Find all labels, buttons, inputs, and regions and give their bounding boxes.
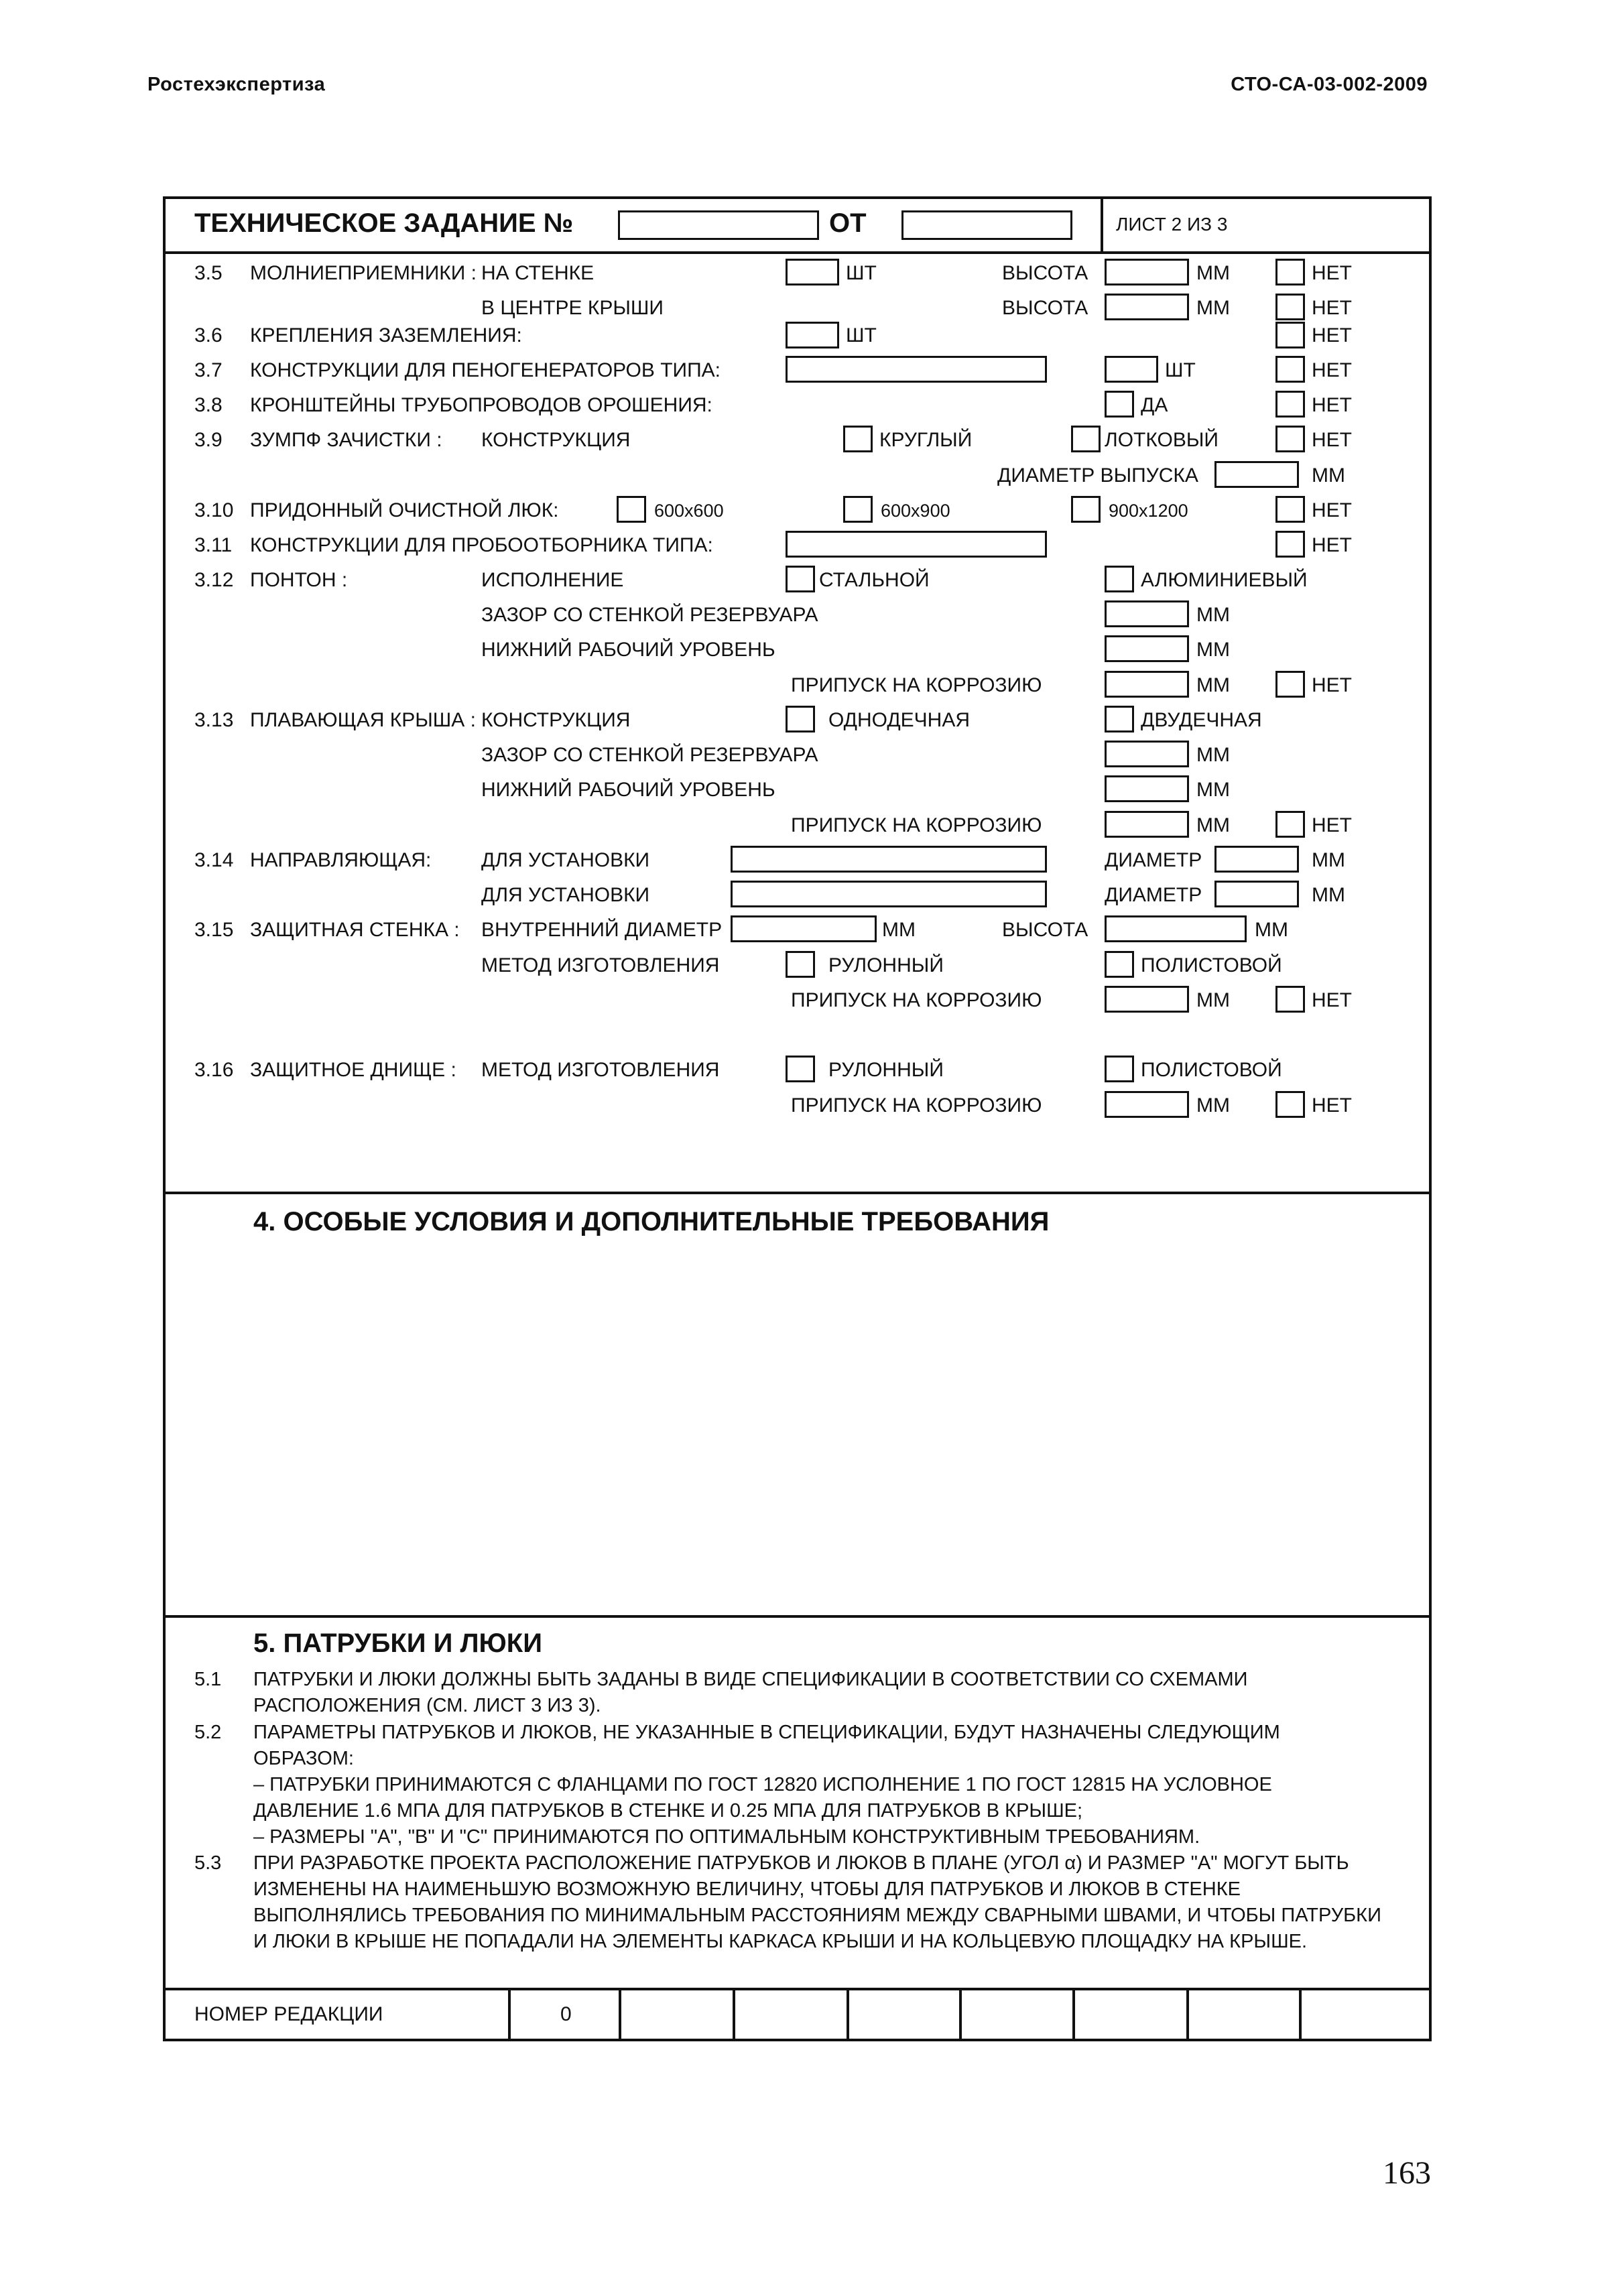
row-3-13-sub-level: НИЖНИЙ РАБОЧИЙ УРОВЕНЬ: [481, 779, 775, 801]
foam-generator-count-field[interactable]: [1105, 356, 1158, 383]
guide-diameter-1-field[interactable]: [1214, 846, 1299, 873]
row-3-5-unit: ШТ: [846, 262, 877, 284]
pontoon-level-field[interactable]: [1105, 635, 1189, 662]
bottom-sheet-checkbox[interactable]: [1105, 1056, 1134, 1082]
row-3-16-opt-rolled: РУЛОННЫЙ: [828, 1059, 944, 1081]
revision-cell-divider-6: [1072, 1988, 1075, 2041]
revision-cell-divider-7: [1186, 1988, 1189, 2041]
row-3-13-mm: ММ: [1196, 744, 1230, 766]
revision-cell-divider-2: [619, 1988, 621, 2041]
bottom-corrosion-no-checkbox[interactable]: [1275, 1091, 1305, 1118]
row-3-5-label: МОЛНИЕПРИЕМНИКИ :: [250, 262, 477, 284]
row-3-10-label: ПРИДОННЫЙ ОЧИСТНОЙ ЛЮК:: [250, 499, 559, 521]
row-3-7-number: 3.7: [194, 359, 223, 381]
row-3-15-sub-method: МЕТОД ИЗГОТОВЛЕНИЯ: [481, 954, 720, 976]
item-5-3-line-3: ВЫПОЛНЯЛИСЬ ТРЕБОВАНИЯ ПО МИНИМАЛЬНЫМ РАССТОЯНИЯМ МЕЖДУ СВАРНЫМИ ШВАМИ, И ЧТОБЫ ПАТРУБКИ: [253, 1905, 1381, 1926]
section-5-divider: [163, 1615, 1432, 1618]
guide-install-2-field[interactable]: [731, 881, 1047, 907]
row-3-9-diameter-label: ДИАМЕТР ВЫПУСКА: [997, 464, 1198, 487]
pontoon-corrosion-field[interactable]: [1105, 671, 1189, 698]
row-3-14-mm: ММ: [1312, 849, 1345, 871]
row-3-11-number: 3.11: [194, 534, 233, 556]
grounding-no-checkbox[interactable]: [1275, 322, 1305, 348]
row-3-16-sub-corrosion: ПРИПУСК НА КОРРОЗИЮ: [791, 1094, 1042, 1117]
lightning-wall-no-checkbox[interactable]: [1275, 259, 1305, 285]
roof-double-deck-checkbox[interactable]: [1105, 706, 1134, 732]
row-3-16-mm: ММ: [1196, 1094, 1230, 1117]
revision-value: 0: [560, 2003, 572, 2025]
item-5-2-line-2: ОБРАЗОМ:: [253, 1748, 354, 1769]
row-3-13-opt-double: ДВУДЕЧНАЯ: [1141, 709, 1262, 731]
row-3-16-sub-method: МЕТОД ИЗГОТОВЛЕНИЯ: [481, 1059, 720, 1081]
sump-no-checkbox[interactable]: [1275, 426, 1305, 452]
row-3-9-mm: ММ: [1312, 464, 1345, 487]
row-3-13-sub-corrosion: ПРИПУСК НА КОРРОЗИЮ: [791, 814, 1042, 836]
row-3-5-height-label: ВЫСОТА: [1002, 262, 1088, 284]
row-3-12-opt-steel: СТАЛЬНОЙ: [819, 569, 930, 591]
hatch-900x1200-checkbox[interactable]: [1071, 496, 1101, 523]
row-3-16-number: 3.16: [194, 1059, 234, 1081]
row-3-15-no: НЕТ: [1312, 989, 1352, 1011]
row-3-12-sub-design: ИСПОЛНЕНИЕ: [481, 569, 624, 591]
row-3-15-number: 3.15: [194, 919, 234, 941]
pontoon-corrosion-no-checkbox[interactable]: [1275, 671, 1305, 698]
row-3-9-no: НЕТ: [1312, 429, 1352, 451]
row-3-13-no: НЕТ: [1312, 814, 1352, 836]
lightning-roof-no-checkbox[interactable]: [1275, 294, 1305, 320]
row-3-5-height-label-2: ВЫСОТА: [1002, 297, 1088, 319]
section-5-title: 5. ПАТРУБКИ И ЛЮКИ: [253, 1629, 542, 1658]
section-4-title: 4. ОСОБЫЕ УСЛОВИЯ И ДОПОЛНИТЕЛЬНЫЕ ТРЕБОВАНИЯ: [253, 1207, 1050, 1236]
roof-corrosion-no-checkbox[interactable]: [1275, 811, 1305, 838]
revision-label: НОМЕР РЕДАКЦИИ: [194, 2003, 383, 2025]
item-5-3-number: 5.3: [194, 1852, 222, 1874]
row-3-13-sub-gap: ЗАЗОР СО СТЕНКОЙ РЕЗЕРВУАРА: [481, 744, 818, 766]
row-3-11-no: НЕТ: [1312, 534, 1352, 556]
bottom-corrosion-field[interactable]: [1105, 1091, 1189, 1118]
revision-cell-divider-1: [508, 1988, 511, 2041]
item-5-1-number: 5.1: [194, 1669, 222, 1690]
row-3-14-number: 3.14: [194, 849, 234, 871]
row-3-15-mm: ММ: [882, 919, 916, 941]
row-3-9-opt-tray: ЛОТКОВЫЙ: [1105, 429, 1219, 451]
item-5-3-line-4: И ЛЮКИ В КРЫШЕ НЕ ПОПАДАЛИ НА ЭЛЕМЕНТЫ КАРКАСА КРЫШИ И НА КОЛЬЦЕВУЮ ПЛОЩАДКУ НА КРЫШЕ.: [253, 1931, 1308, 1952]
section-4-divider: [163, 1192, 1432, 1194]
row-3-16-no: НЕТ: [1312, 1094, 1352, 1117]
row-3-5-mm-2: ММ: [1196, 297, 1230, 319]
row-3-14-diameter-2: ДИАМЕТР: [1105, 884, 1202, 906]
row-3-12-no: НЕТ: [1312, 674, 1352, 696]
pontoon-aluminium-checkbox[interactable]: [1105, 566, 1134, 592]
row-3-9-opt-round: КРУГЛЫЙ: [879, 429, 973, 451]
sampler-type-field[interactable]: [786, 531, 1047, 558]
wall-sheet-checkbox[interactable]: [1105, 951, 1134, 978]
row-3-12-mm-2: ММ: [1196, 639, 1230, 661]
row-3-13-mm-2: ММ: [1196, 779, 1230, 801]
row-3-12-number: 3.12: [194, 569, 234, 591]
row-3-5-no-2: НЕТ: [1312, 297, 1352, 319]
form-title: ТЕХНИЧЕСКОЕ ЗАДАНИЕ №: [194, 208, 574, 238]
row-3-5-mm: ММ: [1196, 262, 1230, 284]
wall-corrosion-no-checkbox[interactable]: [1275, 986, 1305, 1013]
row-3-12-opt-aluminium: АЛЮМИНИЕВЫЙ: [1141, 569, 1308, 591]
wall-diameter-field[interactable]: [731, 915, 877, 942]
pontoon-steel-checkbox[interactable]: [786, 566, 815, 592]
item-5-2-line-1: ПАРАМЕТРЫ ПАТРУБКОВ И ЛЮКОВ, НЕ УКАЗАННЫЕ В СПЕЦИФИКАЦИИ, БУДУТ НАЗНАЧЕНЫ СЛЕДУЮЩИМ: [253, 1722, 1280, 1743]
form-date-field[interactable]: [901, 210, 1072, 240]
row-3-9-label: ЗУМПФ ЗАЧИСТКИ :: [250, 429, 442, 451]
row-3-7-no: НЕТ: [1312, 359, 1352, 381]
row-3-13-label: ПЛАВАЮЩАЯ КРЫША :: [250, 709, 476, 731]
grounding-count-field[interactable]: [786, 322, 839, 348]
sump-outlet-diameter-field[interactable]: [1214, 461, 1299, 488]
sump-round-checkbox[interactable]: [843, 426, 873, 452]
row-3-13-opt-single: ОДНОДЕЧНАЯ: [828, 709, 970, 731]
sump-tray-checkbox[interactable]: [1071, 426, 1101, 452]
roof-level-field[interactable]: [1105, 775, 1189, 802]
revision-cell-divider-5: [959, 1988, 962, 2041]
row-3-9-number: 3.9: [194, 429, 223, 451]
row-3-10-opt-600x600: 600x600: [654, 501, 724, 521]
row-3-6-label: КРЕПЛЕНИЯ ЗАЗЕМЛЕНИЯ:: [250, 324, 522, 346]
item-5-1-line-2: РАСПОЛОЖЕНИЯ (СМ. ЛИСТ 3 ИЗ 3).: [253, 1695, 601, 1716]
row-3-12-sub-gap: ЗАЗОР СО СТЕНКОЙ РЕЗЕРВУАРА: [481, 604, 818, 626]
row-3-5-sub-roof: В ЦЕНТРЕ КРЫШИ: [481, 297, 664, 319]
row-3-12-label: ПОНТОН :: [250, 569, 348, 591]
document-code: СТО-СА-03-002-2009: [1231, 74, 1428, 95]
revision-cell-divider-4: [847, 1988, 849, 2041]
item-5-3-line-1: ПРИ РАЗРАБОТКЕ ПРОЕКТА РАСПОЛОЖЕНИЕ ПАТРУБКОВ И ЛЮКОВ В ПЛАНЕ (УГОЛ α) И РАЗМЕР "А" МОГУТ БЫТЬ: [253, 1852, 1349, 1874]
lightning-wall-height-field[interactable]: [1105, 259, 1189, 285]
item-5-2-number: 5.2: [194, 1722, 222, 1743]
roof-single-deck-checkbox[interactable]: [786, 706, 815, 732]
row-3-12-mm-3: ММ: [1196, 674, 1230, 696]
row-3-14-diameter-1: ДИАМЕТР: [1105, 849, 1202, 871]
hatch-600x900-checkbox[interactable]: [843, 496, 873, 523]
row-3-5-sub-wall: НА СТЕНКЕ: [481, 262, 595, 284]
wall-height-field[interactable]: [1105, 915, 1247, 942]
row-3-15-sub-corrosion: ПРИПУСК НА КОРРОЗИЮ: [791, 989, 1042, 1011]
lightning-count-field[interactable]: [786, 259, 839, 285]
row-3-11-label: КОНСТРУКЦИИ ДЛЯ ПРОБООТБОРНИКА ТИПА:: [250, 534, 713, 556]
row-3-16-label: ЗАЩИТНОЕ ДНИЩЕ :: [250, 1059, 456, 1081]
item-5-2-line-4: ДАВЛЕНИЕ 1.6 МПА ДЛЯ ПАТРУБКОВ В СТЕНКЕ И 0.25 МПА ДЛЯ ПАТРУБКОВ В КРЫШЕ;: [253, 1800, 1083, 1822]
roof-gap-field[interactable]: [1105, 741, 1189, 767]
bottom-rolled-checkbox[interactable]: [786, 1056, 815, 1082]
row-3-12-sub-corrosion: ПРИПУСК НА КОРРОЗИЮ: [791, 674, 1042, 696]
row-3-14-sub-install-1: ДЛЯ УСТАНОВКИ: [481, 849, 650, 871]
row-3-12-mm: ММ: [1196, 604, 1230, 626]
hatch-no-checkbox[interactable]: [1275, 496, 1305, 523]
row-3-6-no: НЕТ: [1312, 324, 1352, 346]
brackets-yes-checkbox[interactable]: [1105, 391, 1134, 418]
row-3-7-label: КОНСТРУКЦИИ ДЛЯ ПЕНОГЕНЕРАТОРОВ ТИПА:: [250, 359, 721, 381]
row-3-10-opt-900x1200: 900x1200: [1109, 501, 1188, 521]
form-number-field[interactable]: [618, 210, 819, 240]
wall-rolled-checkbox[interactable]: [786, 951, 815, 978]
row-3-15-mm-3: ММ: [1196, 989, 1230, 1011]
row-3-7-unit: ШТ: [1165, 359, 1196, 381]
row-3-10-opt-600x900: 600x900: [881, 501, 950, 521]
row-3-9-sub: КОНСТРУКЦИЯ: [481, 429, 631, 451]
row-3-15-label: ЗАЩИТНАЯ СТЕНКА :: [250, 919, 460, 941]
row-3-15-height-label: ВЫСОТА: [1002, 919, 1088, 941]
lightning-roof-height-field[interactable]: [1105, 294, 1189, 320]
roof-corrosion-field[interactable]: [1105, 811, 1189, 838]
item-5-2-line-3: – ПАТРУБКИ ПРИНИМАЮТСЯ С ФЛАНЦАМИ ПО ГОСТ 12820 ИСПОЛНЕНИЕ 1 ПО ГОСТ 12815 НА УСЛОВНОЕ: [253, 1774, 1272, 1795]
row-3-5-number: 3.5: [194, 262, 223, 284]
row-3-10-number: 3.10: [194, 499, 234, 521]
wall-corrosion-field[interactable]: [1105, 986, 1189, 1013]
sheet-label: ЛИСТ 2 ИЗ 3: [1116, 214, 1228, 235]
row-3-13-number: 3.13: [194, 709, 234, 731]
row-3-14-mm-2: ММ: [1312, 884, 1345, 906]
page-number: 163: [1383, 2155, 1431, 2191]
organization-name: Ростехэкспертиза: [147, 74, 326, 95]
row-3-15-opt-rolled: РУЛОННЫЙ: [828, 954, 944, 976]
row-3-15-mm-2: ММ: [1255, 919, 1288, 941]
row-3-8-label: КРОНШТЕЙНЫ ТРУБОПРОВОДОВ ОРОШЕНИЯ:: [250, 394, 712, 416]
row-3-8-no: НЕТ: [1312, 394, 1352, 416]
revision-row-divider: [163, 1988, 1432, 1990]
item-5-2-line-5: – РАЗМЕРЫ "А", "В" И "С" ПРИНИМАЮТСЯ ПО ОПТИМАЛЬНЫМ КОНСТРУКТИВНЫМ ТРЕБОВАНИЯМ.: [253, 1826, 1200, 1848]
foam-generator-no-checkbox[interactable]: [1275, 356, 1305, 383]
row-3-14-label: НАПРАВЛЯЮЩАЯ:: [250, 849, 432, 871]
row-3-14-sub-install-2: ДЛЯ УСТАНОВКИ: [481, 884, 650, 906]
guide-diameter-2-field[interactable]: [1214, 881, 1299, 907]
sampler-no-checkbox[interactable]: [1275, 531, 1305, 558]
sheet-cell-divider: [1101, 196, 1103, 253]
from-label: ОТ: [829, 208, 867, 238]
foam-generator-type-field[interactable]: [786, 356, 1047, 383]
item-5-1-line-1: ПАТРУБКИ И ЛЮКИ ДОЛЖНЫ БЫТЬ ЗАДАНЫ В ВИДЕ СПЕЦИФИКАЦИИ В СООТВЕТСТВИИ СО СХЕМАМИ: [253, 1669, 1248, 1690]
revision-cell-divider-8: [1299, 1988, 1302, 2041]
row-3-6-unit: ШТ: [846, 324, 877, 346]
row-3-15-sub-diameter: ВНУТРЕННИЙ ДИАМЕТР: [481, 919, 723, 941]
title-row-divider: [163, 251, 1432, 254]
pontoon-gap-field[interactable]: [1105, 600, 1189, 627]
row-3-8-yes: ДА: [1141, 394, 1168, 416]
row-3-10-no: НЕТ: [1312, 499, 1352, 521]
row-3-8-number: 3.8: [194, 394, 223, 416]
row-3-15-opt-sheet: ПОЛИСТОВОЙ: [1141, 954, 1282, 976]
row-3-6-number: 3.6: [194, 324, 223, 346]
hatch-600x600-checkbox[interactable]: [617, 496, 646, 523]
item-5-3-line-2: ИЗМЕНЕНЫ НА НАИМЕНЬШУЮ ВОЗМОЖНУЮ ВЕЛИЧИНУ, ЧТОБЫ ДЛЯ ПАТРУБКОВ И ЛЮКОВ В СТЕНКЕ: [253, 1878, 1241, 1900]
guide-install-1-field[interactable]: [731, 846, 1047, 873]
row-3-5-no: НЕТ: [1312, 262, 1352, 284]
row-3-13-mm-3: ММ: [1196, 814, 1230, 836]
revision-cell-divider-3: [733, 1988, 735, 2041]
row-3-13-sub-design: КОНСТРУКЦИЯ: [481, 709, 631, 731]
row-3-12-sub-level: НИЖНИЙ РАБОЧИЙ УРОВЕНЬ: [481, 639, 775, 661]
brackets-no-checkbox[interactable]: [1275, 391, 1305, 418]
row-3-16-opt-sheet: ПОЛИСТОВОЙ: [1141, 1059, 1282, 1081]
